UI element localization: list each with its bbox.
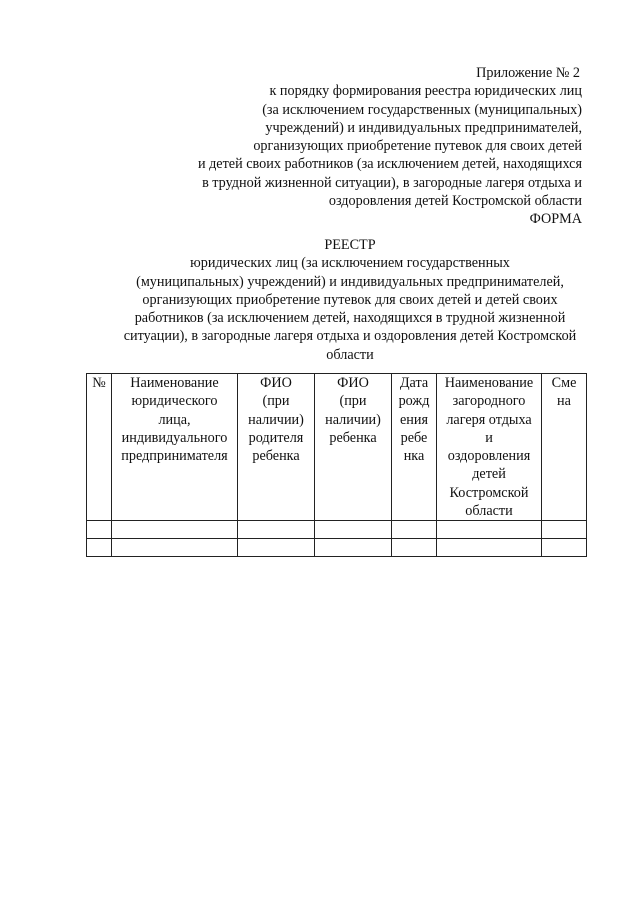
table-cell: [112, 521, 238, 539]
table-cell: [437, 539, 542, 557]
table-cell: [87, 521, 112, 539]
table-cell: [392, 521, 437, 539]
table-cell: [315, 521, 392, 539]
appendix-line: оздоровления детей Костромской области: [328, 193, 582, 210]
form-label: ФОРМА: [529, 211, 582, 228]
registry-line: ситуации), в загородные лагеря отдыха и оздоровления детей Костромской: [123, 328, 577, 345]
header-number: №: [87, 374, 112, 521]
table-cell: [315, 539, 392, 557]
table-cell: [238, 521, 315, 539]
registry-line: области: [326, 346, 374, 363]
table-cell: [542, 539, 587, 557]
appendix-line: к порядку формирования реестра юридических лиц: [269, 83, 582, 100]
table-cell: [112, 539, 238, 557]
appendix-line: учреждений) и индивидуальных предпринимателей,: [265, 119, 582, 136]
registry-line: организующих приобретение путевок для своих детей и детей своих: [142, 291, 558, 308]
appendix-block: [162, 64, 582, 229]
registry-line: юридических лиц (за исключением государственных: [190, 255, 510, 272]
appendix-line: в трудной жизненной ситуации), в загородные лагеря отдыха и: [202, 174, 582, 191]
header-parent-name: ФИО (при наличии) родителя ребенка: [238, 374, 315, 521]
header-camp-name: Наименование загородного лагеря отдыха и оздоровления детей Костромской области: [437, 374, 542, 521]
registry-line: (муниципальных) учреждений) и индивидуальных предпринимателей,: [136, 273, 564, 290]
appendix-line: (за исключением государственных (муниципальных): [262, 101, 582, 118]
header-shift: Сме на: [542, 374, 587, 521]
appendix-line: организующих приобретение путевок для своих детей: [253, 138, 582, 155]
header-legal-entity: Наименование юридического лица, индивидуального предпринимателя: [112, 374, 238, 521]
header-child-name: ФИО (при наличии) ребенка: [315, 374, 392, 521]
table-cell: [238, 539, 315, 557]
registry-heading: [90, 236, 610, 364]
table-row: [87, 521, 587, 539]
appendix-line: и детей своих работников (за исключением детей, находящихся: [197, 156, 582, 173]
registry-line: работников (за исключением детей, находящихся в трудной жизненной: [134, 310, 566, 327]
table-row: [87, 539, 587, 557]
table-header-row: [87, 374, 587, 521]
table-cell: [437, 521, 542, 539]
appendix-title: Приложение № 2: [476, 65, 580, 81]
table-cell: [87, 539, 112, 557]
table-cell: [392, 539, 437, 557]
table-cell: [542, 521, 587, 539]
header-birth-date: Дата рожд ения ребе нка: [392, 374, 437, 521]
registry-title: РЕЕСТР: [324, 237, 376, 253]
registry-table: [86, 373, 587, 557]
